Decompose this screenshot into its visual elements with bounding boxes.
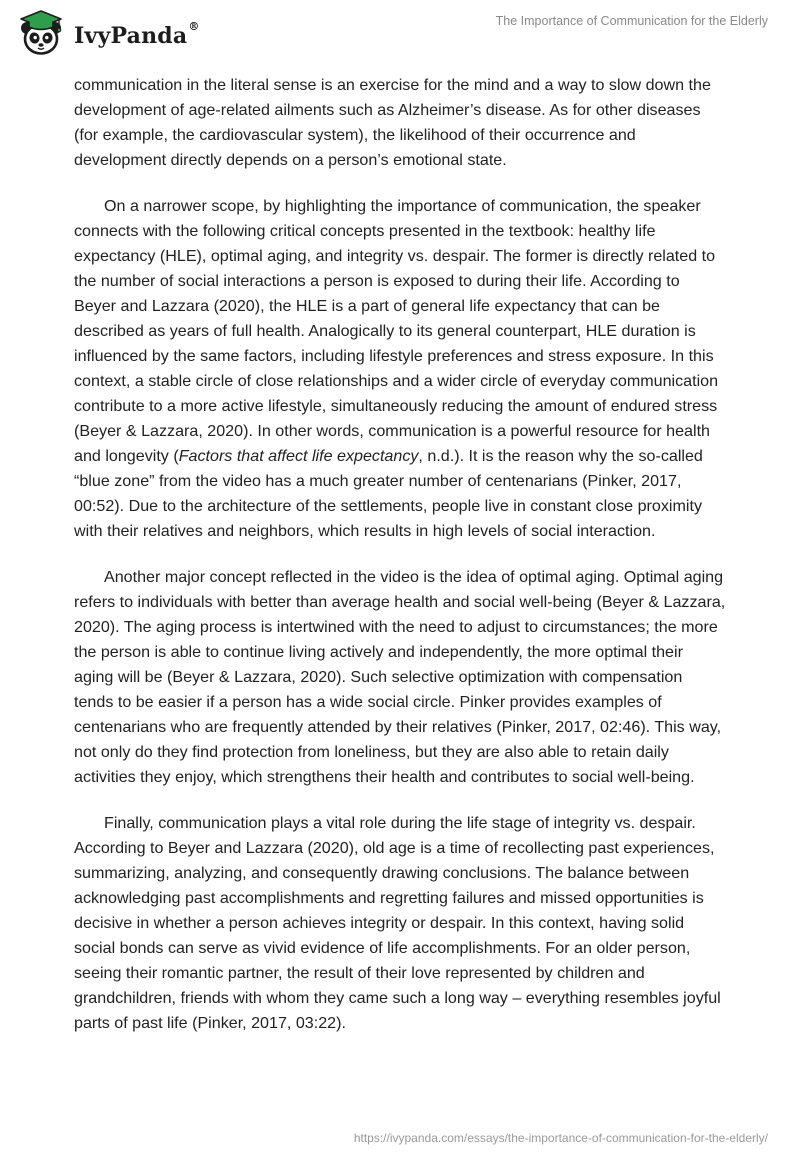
panda-graduation-cap-icon (14, 8, 68, 60)
paragraph-4: Finally, communication plays a vital role during the life stage of integrity vs. despair. According to Beyer and Lazzara (2020), old age is a time of recollecting past experiences, summarizing, analyzing, and consequently drawing conclusions. The balance between acknowledging past accomplishments and regretting failures and missed opportunities is decisive in whether a person achieves integrity or despair. In this context, having solid social bonds can serve as vivid evidence of life accomplishments. For an older person, seeing their romantic partner, the result of their love represented by children and grandchildren, friends with whom they came such a long way – everything resembles joyful parts of past life (Pinker, 2017, 03:22). (74, 814, 721, 1032)
page-header (0, 0, 800, 70)
registered-mark: ® (188, 20, 200, 33)
source-url[interactable]: https://ivypanda.com/essays/the-importance-of-communication-for-the-elderly/ (353, 1131, 768, 1145)
brand-logo[interactable] (14, 8, 200, 60)
paragraph-1: communication in the literal sense is an exercise for the mind and a way to slow down the development of age-related ailments such as Alzheimer’s disease. As for other diseases (for example, the cardiovascular system), the likelihood of their occurrence and development directly depends on a person’s emotional state. (74, 76, 711, 169)
paragraph-3: Another major concept reflected in the video is the idea of optimal aging. Optimal aging refers to individuals with better than average health and social well-being (Beyer & Lazzara, 2020). The aging process is intertwined with the need to adjust to circumstances; the more the person is able to continue living actively and independently, the more optimal their aging will be (Beyer & Lazzara, 2020). Such selective optimization with compensation tends to be easier if a person has a wide social circle. Pinker provides examples of centenarians who are frequently attended by their relatives (Pinker, 2017, 02:46). This way, not only do they find protection from loneliness, but they are also able to retain daily activities they enjoy, which strengthens their health and contributes to social well-being. (74, 568, 726, 786)
paragraph-2 (74, 194, 726, 544)
paragraph-2-text-end: , n.d.). It is the reason why the so-called “blue zone” from the video has a much greater number of centenarians (Pinker, 2017, 00:52). Due to the architecture of the settlements, people live in constant close proximity with their relatives and neighbors, which results in high levels of social interaction. (74, 447, 703, 540)
essay-body (74, 73, 726, 1057)
source-title-italic: Factors that affect life expectancy (178, 447, 419, 465)
paragraph-2-text-start: On a narrower scope, by highlighting the importance of communication, the speaker connects with the following critical concepts presented in the textbook: healthy life expectancy (HLE), optimal aging, and integrity vs. despair. The former is directly related to the number of social interactions a person is exposed to during their life. According to Beyer and Lazzara (2020), the HLE is a part of general life expectancy that can be described as years of full health. Analogically to its general counterpart, HLE duration is influenced by the same factors, including lifestyle preferences and stress exposure. In this context, a stable circle of close relationships and a wider circle of everyday communication contribute to a more active lifestyle, simultaneously reducing the amount of endured stress (Beyer & Lazzara, 2020). In other words, communication is a powerful resource for health and longevity ( (74, 197, 719, 465)
document-title: The Importance of Communication for the Elderly (495, 14, 768, 28)
brand-name: IvyPanda® (74, 20, 200, 49)
